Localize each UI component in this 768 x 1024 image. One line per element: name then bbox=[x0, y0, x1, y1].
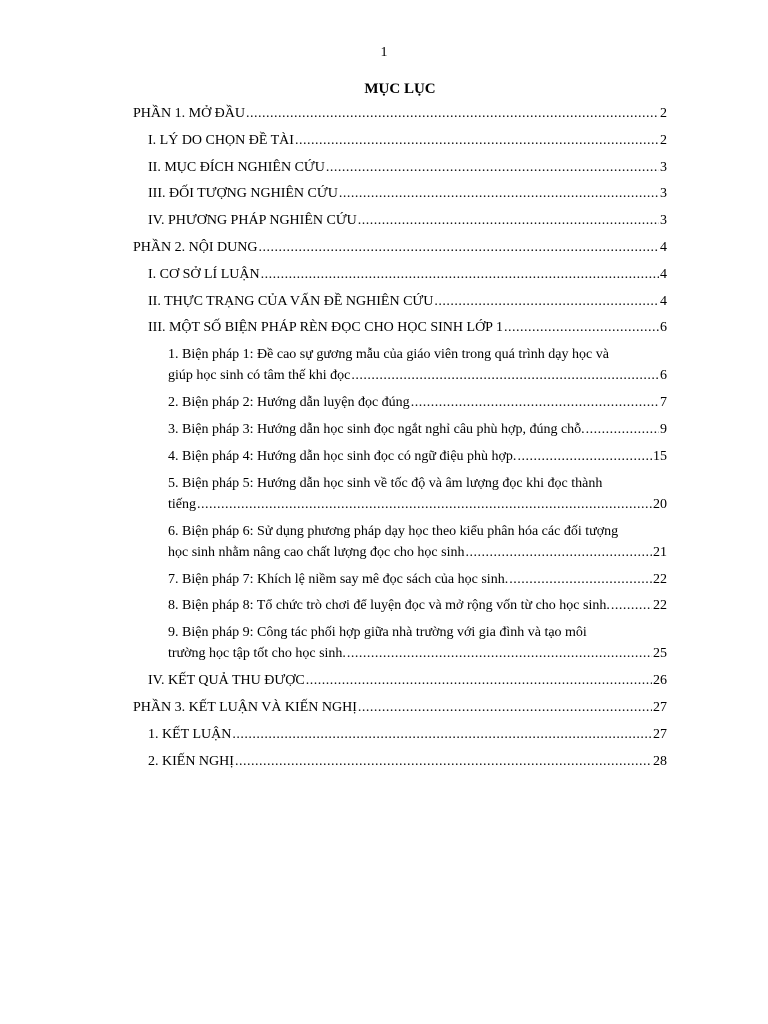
dot-leader bbox=[586, 420, 659, 439]
toc-page-number: 26 bbox=[653, 673, 667, 689]
toc-page-number: 28 bbox=[653, 753, 667, 769]
toc-page-number: 2 bbox=[660, 132, 667, 148]
toc-entry-text: II. THỰC TRẠNG CỦA VẤN ĐỀ NGHIÊN CỨU bbox=[148, 293, 434, 309]
toc-entry[interactable] bbox=[133, 447, 667, 474]
toc-entry[interactable] bbox=[133, 474, 667, 522]
toc-entry[interactable] bbox=[133, 596, 667, 623]
toc-page-number: 9 bbox=[660, 421, 667, 437]
toc-entry-text: 2. KIẾN NGHỊ bbox=[148, 753, 234, 769]
toc-entry-text: 7. Biện pháp 7: Khích lệ niềm say mê đọc sách của học sinh. bbox=[168, 571, 509, 587]
page-number: 1 bbox=[380, 45, 388, 60]
toc-entry-text: I. CƠ SỞ LÍ LUẬN bbox=[148, 266, 260, 282]
toc-entry-text: PHẦN 3. KẾT LUẬN VÀ KIẾN NGHỊ bbox=[133, 699, 357, 715]
dot-leader bbox=[517, 447, 652, 466]
dot-leader bbox=[246, 104, 659, 123]
toc-entry[interactable] bbox=[133, 698, 667, 725]
toc-entry-text: 1. KẾT LUẬN bbox=[148, 726, 232, 742]
dot-leader bbox=[326, 158, 659, 177]
toc-page-number: 21 bbox=[653, 544, 667, 560]
toc-page-number: 4 bbox=[660, 239, 667, 255]
toc-entry-text: III. ĐỐI TƯỢNG NGHIÊN CỨU bbox=[148, 186, 338, 202]
toc-page-number: 22 bbox=[653, 598, 667, 614]
toc-entry-text: I. LÝ DO CHỌN ĐỀ TÀI bbox=[148, 132, 294, 148]
toc-entry-text: PHẦN 2. NỘI DUNG bbox=[133, 239, 258, 255]
toc-entry-text-line2: giúp học sinh có tâm thế khi đọc bbox=[168, 368, 351, 384]
toc-entry[interactable] bbox=[133, 211, 667, 238]
toc-page-number: 4 bbox=[660, 266, 667, 282]
toc-page-number: 3 bbox=[660, 186, 667, 202]
toc-entry[interactable] bbox=[133, 671, 667, 698]
dot-leader bbox=[465, 543, 652, 562]
dot-leader bbox=[358, 211, 659, 230]
table-of-contents bbox=[133, 104, 667, 778]
toc-entry-text: 8. Biện pháp 8: Tổ chức trò chơi để luyện đọc và mở rộng vốn từ cho học sinh. bbox=[168, 598, 610, 614]
toc-entry-text: PHẦN 1. MỞ ĐẦU bbox=[133, 106, 246, 121]
toc-entry-text: IV. PHƯƠNG PHÁP NGHIÊN CỨU bbox=[148, 213, 357, 229]
toc-entry-text-line1: 9. Biện pháp 9: Công tác phối hợp giữa nhà trường với gia đình và tạo môi bbox=[168, 625, 587, 641]
toc-entry[interactable] bbox=[133, 522, 667, 570]
toc-entry-text: III. MỘT SỐ BIỆN PHÁP RÈN ĐỌC CHO HỌC SINH LỚP 1 bbox=[148, 320, 503, 336]
dot-leader bbox=[504, 318, 659, 337]
dot-leader bbox=[235, 752, 652, 771]
toc-entry[interactable] bbox=[133, 265, 667, 292]
toc-entry[interactable] bbox=[133, 420, 667, 447]
toc-entry-text-line1: 6. Biện pháp 6: Sử dụng phương pháp dạy học theo kiểu phân hóa các đối tượng bbox=[168, 523, 619, 539]
toc-page-number: 20 bbox=[653, 496, 667, 512]
dot-leader bbox=[232, 725, 652, 744]
toc-title: MỤC LỤC bbox=[364, 81, 436, 97]
toc-page-number: 6 bbox=[660, 368, 667, 384]
dot-leader bbox=[295, 131, 659, 150]
toc-entry-text: 2. Biện pháp 2: Hướng dẫn luyện đọc đúng bbox=[168, 395, 410, 411]
toc-entry[interactable] bbox=[133, 570, 667, 597]
toc-page-number: 3 bbox=[660, 159, 667, 175]
toc-page-number: 22 bbox=[653, 571, 667, 587]
dot-leader bbox=[258, 238, 659, 257]
toc-page-number: 3 bbox=[660, 213, 667, 229]
toc-page-number: 25 bbox=[653, 646, 667, 662]
toc-entry-text: IV. KẾT QUẢ THU ĐƯỢC bbox=[148, 673, 305, 689]
toc-entry-text-line1: 1. Biện pháp 1: Đề cao sự gương mẫu của giáo viên trong quá trình dạy học và bbox=[168, 347, 609, 363]
dot-leader bbox=[434, 292, 659, 311]
toc-entry[interactable] bbox=[133, 623, 667, 671]
toc-entry-text: 3. Biện pháp 3: Hướng dẫn học sinh đọc ngắt nghỉ câu phù hợp, đúng chỗ. bbox=[168, 421, 585, 437]
toc-entry[interactable] bbox=[133, 238, 667, 265]
dot-leader bbox=[339, 184, 659, 203]
toc-entry[interactable] bbox=[133, 158, 667, 185]
toc-page-number: 15 bbox=[653, 448, 667, 464]
dot-leader bbox=[611, 596, 652, 615]
toc-entry-text-line2: học sinh nhằm nâng cao chất lượng đọc cho học sinh bbox=[168, 544, 465, 560]
toc-entry[interactable] bbox=[133, 752, 667, 779]
toc-page-number: 27 bbox=[653, 699, 667, 715]
toc-entry-text-line1: 5. Biện pháp 5: Hướng dẫn học sinh về tốc độ và âm lượng đọc khi đọc thành bbox=[168, 475, 603, 491]
toc-page-number: 2 bbox=[660, 106, 667, 121]
toc-entry[interactable] bbox=[133, 393, 667, 420]
dot-leader bbox=[306, 671, 652, 690]
toc-entry[interactable] bbox=[133, 345, 667, 393]
toc-entry-text: II. MỤC ĐÍCH NGHIÊN CỨU bbox=[148, 159, 325, 175]
toc-entry-text-line2: trường học tập tốt cho học sinh. bbox=[168, 646, 346, 662]
dot-leader bbox=[358, 698, 652, 717]
toc-entry[interactable] bbox=[133, 131, 667, 158]
dot-leader bbox=[347, 644, 652, 663]
toc-page-number: 4 bbox=[660, 293, 667, 309]
dot-leader bbox=[411, 393, 659, 412]
dot-leader bbox=[351, 366, 659, 385]
toc-entry[interactable] bbox=[133, 184, 667, 211]
dot-leader bbox=[509, 570, 652, 589]
toc-page-number: 6 bbox=[660, 320, 667, 336]
toc-entry[interactable] bbox=[133, 318, 667, 345]
toc-entry[interactable] bbox=[133, 292, 667, 319]
toc-entry-text: 4. Biện pháp 4: Hướng dẫn học sinh đọc có ngữ điệu phù hợp. bbox=[168, 448, 517, 464]
toc-entry-text-line2: tiếng bbox=[168, 496, 196, 512]
toc-entry[interactable] bbox=[133, 725, 667, 752]
dot-leader bbox=[197, 495, 652, 514]
toc-page-number: 7 bbox=[660, 395, 667, 411]
dot-leader bbox=[261, 265, 659, 284]
toc-entry[interactable] bbox=[133, 104, 667, 131]
toc-page-number: 27 bbox=[653, 726, 667, 742]
